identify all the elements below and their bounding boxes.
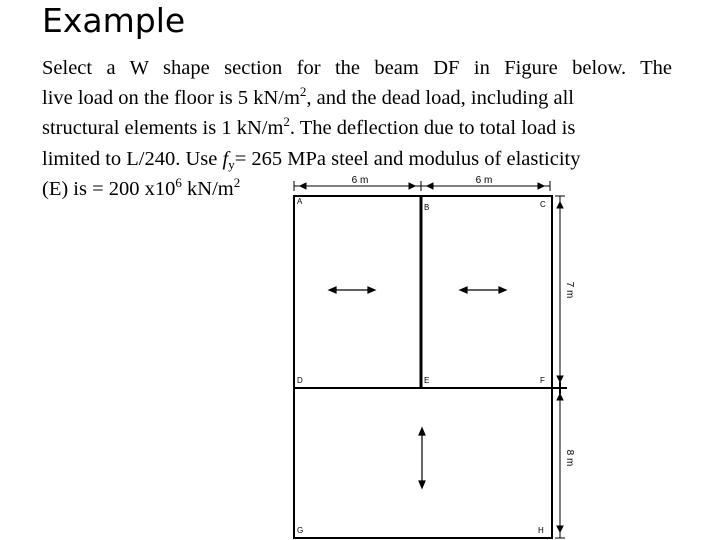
superscript: 2	[299, 83, 307, 99]
arrowhead	[557, 526, 563, 532]
arrowhead	[538, 183, 544, 189]
statement-text: , and the dead load, including all	[306, 86, 574, 109]
arrowhead	[300, 183, 306, 189]
top-dimension	[294, 181, 550, 191]
dimension-label-top-right: 6 m	[475, 175, 493, 186]
arrowhead	[557, 394, 563, 400]
dimension-label-right-upper: 7 m	[564, 281, 575, 299]
span-arrow-left-panel	[329, 287, 375, 293]
subscript: y	[228, 156, 235, 172]
node-label-g: G	[297, 526, 304, 535]
node-label-b: B	[424, 203, 430, 212]
statement-text: Select a W shape section for the beam DF in Figure below. The	[42, 57, 672, 79]
node-label-h: H	[538, 526, 544, 535]
superscript: 2	[233, 175, 241, 190]
statement-text: = 265 MPa steel and modulus of elasticity	[234, 147, 581, 170]
node-label-f: F	[540, 376, 545, 385]
span-arrow-lower-panel	[419, 428, 425, 488]
node-label-e: E	[424, 376, 430, 385]
arrowhead	[557, 202, 563, 208]
arrowhead	[409, 183, 415, 189]
superscript: 2	[283, 114, 290, 129]
statement-text: limited to L/240. Use	[42, 147, 223, 170]
statement-text: structural elements is 1 kN/m	[42, 117, 284, 139]
node-label-a: A	[297, 197, 303, 206]
arrowhead	[368, 287, 375, 293]
arrowhead	[419, 428, 425, 435]
arrowhead	[460, 287, 467, 293]
dimension-label-right-lower: 8 m	[564, 449, 575, 467]
statement-text: . The deflection due to total load is	[289, 117, 576, 139]
right-dimension	[553, 196, 567, 538]
arrowhead	[427, 183, 433, 189]
dimension-label-top-left: 6 m	[351, 175, 369, 186]
superscript: 6	[175, 175, 182, 190]
arrowhead	[329, 287, 336, 293]
arrowhead	[419, 481, 425, 488]
node-label-d: D	[297, 376, 303, 385]
span-arrow-right-panel	[460, 287, 506, 293]
arrowhead	[499, 287, 506, 293]
statement-text: live load on the floor is 5 kN/m	[42, 86, 300, 109]
slide-title: Example	[42, 1, 186, 40]
arrowhead	[557, 376, 563, 382]
italic-symbol: f	[222, 147, 229, 170]
node-label-c: C	[540, 200, 546, 209]
statement-text: kN/m	[181, 178, 234, 200]
statement-text: (E) is = 200 x10	[42, 178, 176, 200]
